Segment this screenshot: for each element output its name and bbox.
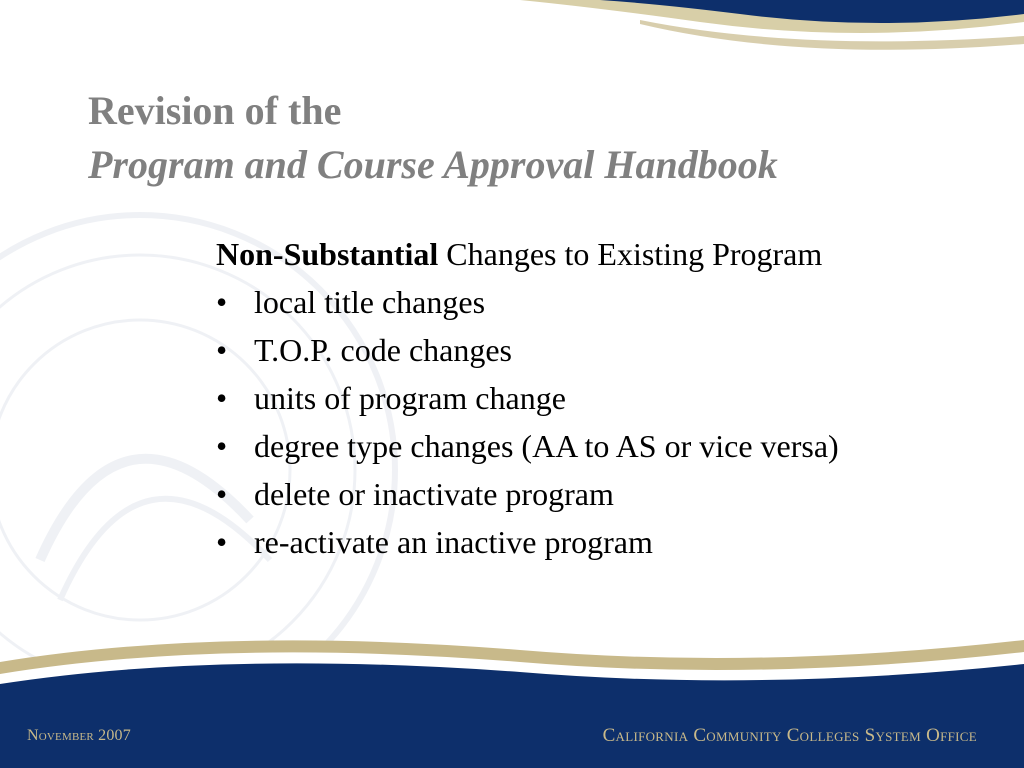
body-heading-bold: Non-Substantial (216, 236, 439, 272)
list-item (216, 278, 839, 326)
list-item-text: local title changes (254, 284, 486, 320)
slide-title (88, 84, 778, 192)
top-swoosh (520, 0, 1024, 50)
list-item (216, 422, 839, 470)
list-item (216, 470, 839, 518)
slide-title-line1: Revision of the (88, 88, 342, 133)
list-item-text: re-activate an inactive program (254, 524, 653, 560)
list-item (216, 374, 839, 422)
bullet-icon: • (216, 380, 228, 416)
list-item-text: T.O.P. code changes (254, 332, 512, 368)
footer-organization: California Community Colleges System Office (602, 725, 977, 746)
list-item-text: delete or inactivate program (254, 476, 614, 512)
bullet-icon: • (216, 428, 228, 464)
bullet-icon: • (216, 524, 228, 560)
slide-body (216, 230, 839, 566)
body-heading-rest: Changes to Existing Program (438, 236, 823, 272)
bottom-band (0, 640, 1024, 768)
slide-title-line2: Program and Course Approval Handbook (88, 142, 778, 187)
list-item (216, 518, 839, 566)
bullet-icon: • (216, 332, 228, 368)
list-item (216, 326, 839, 374)
bullet-list (216, 278, 839, 566)
footer-date: November 2007 (27, 727, 131, 744)
bullet-icon: • (216, 476, 228, 512)
body-heading (216, 230, 839, 278)
bullet-icon: • (216, 284, 228, 320)
list-item-text: units of program change (254, 380, 566, 416)
list-item-text: degree type changes (AA to AS or vice versa) (254, 428, 839, 464)
